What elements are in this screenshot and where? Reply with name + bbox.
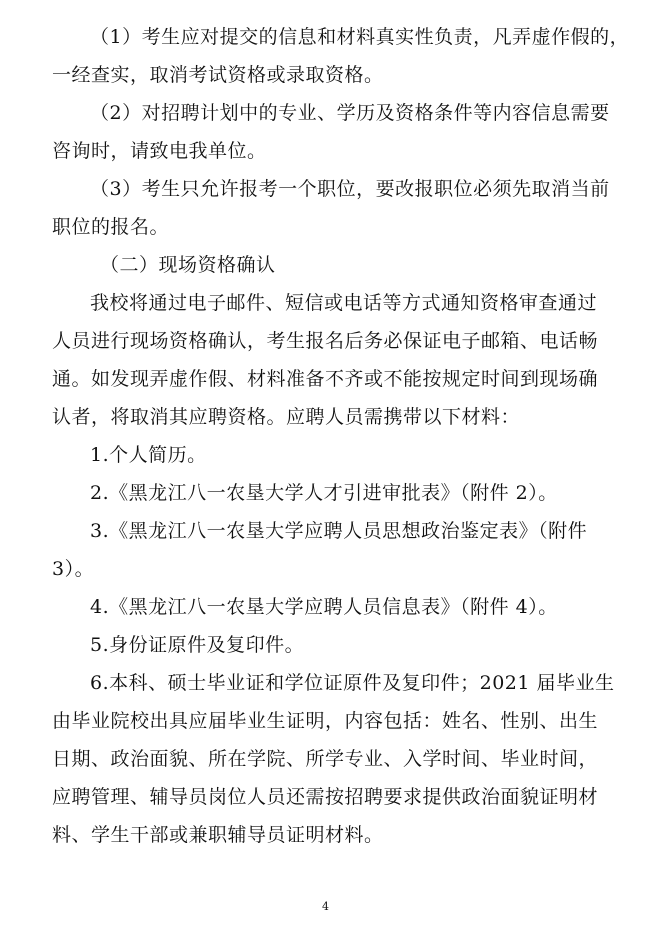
list-item: 3.《黑龙江八一农垦大学应聘人员思想政治鉴定表》（附件 bbox=[90, 520, 588, 542]
section-heading: （二）现场资格确认 bbox=[100, 254, 276, 276]
list-item-continuation: 应聘管理、辅导员岗位人员还需按招聘要求提供政治面貌证明材 bbox=[52, 786, 599, 808]
paragraph-line: 通。如发现弄虚作假、材料准备不齐或不能按规定时间到现场确 bbox=[52, 368, 599, 390]
paragraph-line: 咨询时，请致电我单位。 bbox=[52, 140, 267, 162]
page-number: 4 bbox=[322, 900, 329, 913]
paragraph-line: （2）对招聘计划中的专业、学历及资格条件等内容信息需要 bbox=[90, 102, 610, 124]
list-item: 4.《黑龙江八一农垦大学应聘人员信息表》（附件 4）。 bbox=[90, 596, 558, 618]
paragraph-line: 人员进行现场资格确认，考生报名后务必保证电子邮箱、电话畅 bbox=[52, 330, 599, 352]
paragraph-line: 认者，将取消其应聘资格。应聘人员需携带以下材料： bbox=[52, 406, 521, 428]
list-item: 1.个人简历。 bbox=[90, 444, 207, 466]
paragraph-line: （1）考生应对提交的信息和材料真实性负责，凡弄虚作假的， bbox=[90, 26, 630, 48]
paragraph-line: 一经查实，取消考试资格或录取资格。 bbox=[52, 64, 384, 86]
list-item: 6.本科、硕士毕业证和学位证原件及复印件；2021 届毕业生 bbox=[90, 672, 615, 694]
list-item: 5.身份证原件及复印件。 bbox=[90, 634, 305, 656]
list-item: 2.《黑龙江八一农垦大学人才引进审批表》（附件 2）。 bbox=[90, 482, 558, 504]
paragraph-line: 职位的报名。 bbox=[52, 216, 170, 238]
paragraph-line: （3）考生只允许报考一个职位，要改报职位必须先取消当前 bbox=[90, 178, 610, 200]
list-item-continuation: 料、学生干部或兼职辅导员证明材料。 bbox=[52, 824, 384, 846]
list-item-continuation: 日期、政治面貌、所在学院、所学专业、入学时间、毕业时间， bbox=[52, 748, 599, 770]
paragraph-line: 我校将通过电子邮件、短信或电话等方式通知资格审查通过 bbox=[90, 292, 598, 314]
list-item-continuation: 3）。 bbox=[52, 558, 95, 580]
list-item-continuation: 由毕业院校出具应届毕业生证明，内容包括：姓名、性别、出生 bbox=[52, 710, 599, 732]
